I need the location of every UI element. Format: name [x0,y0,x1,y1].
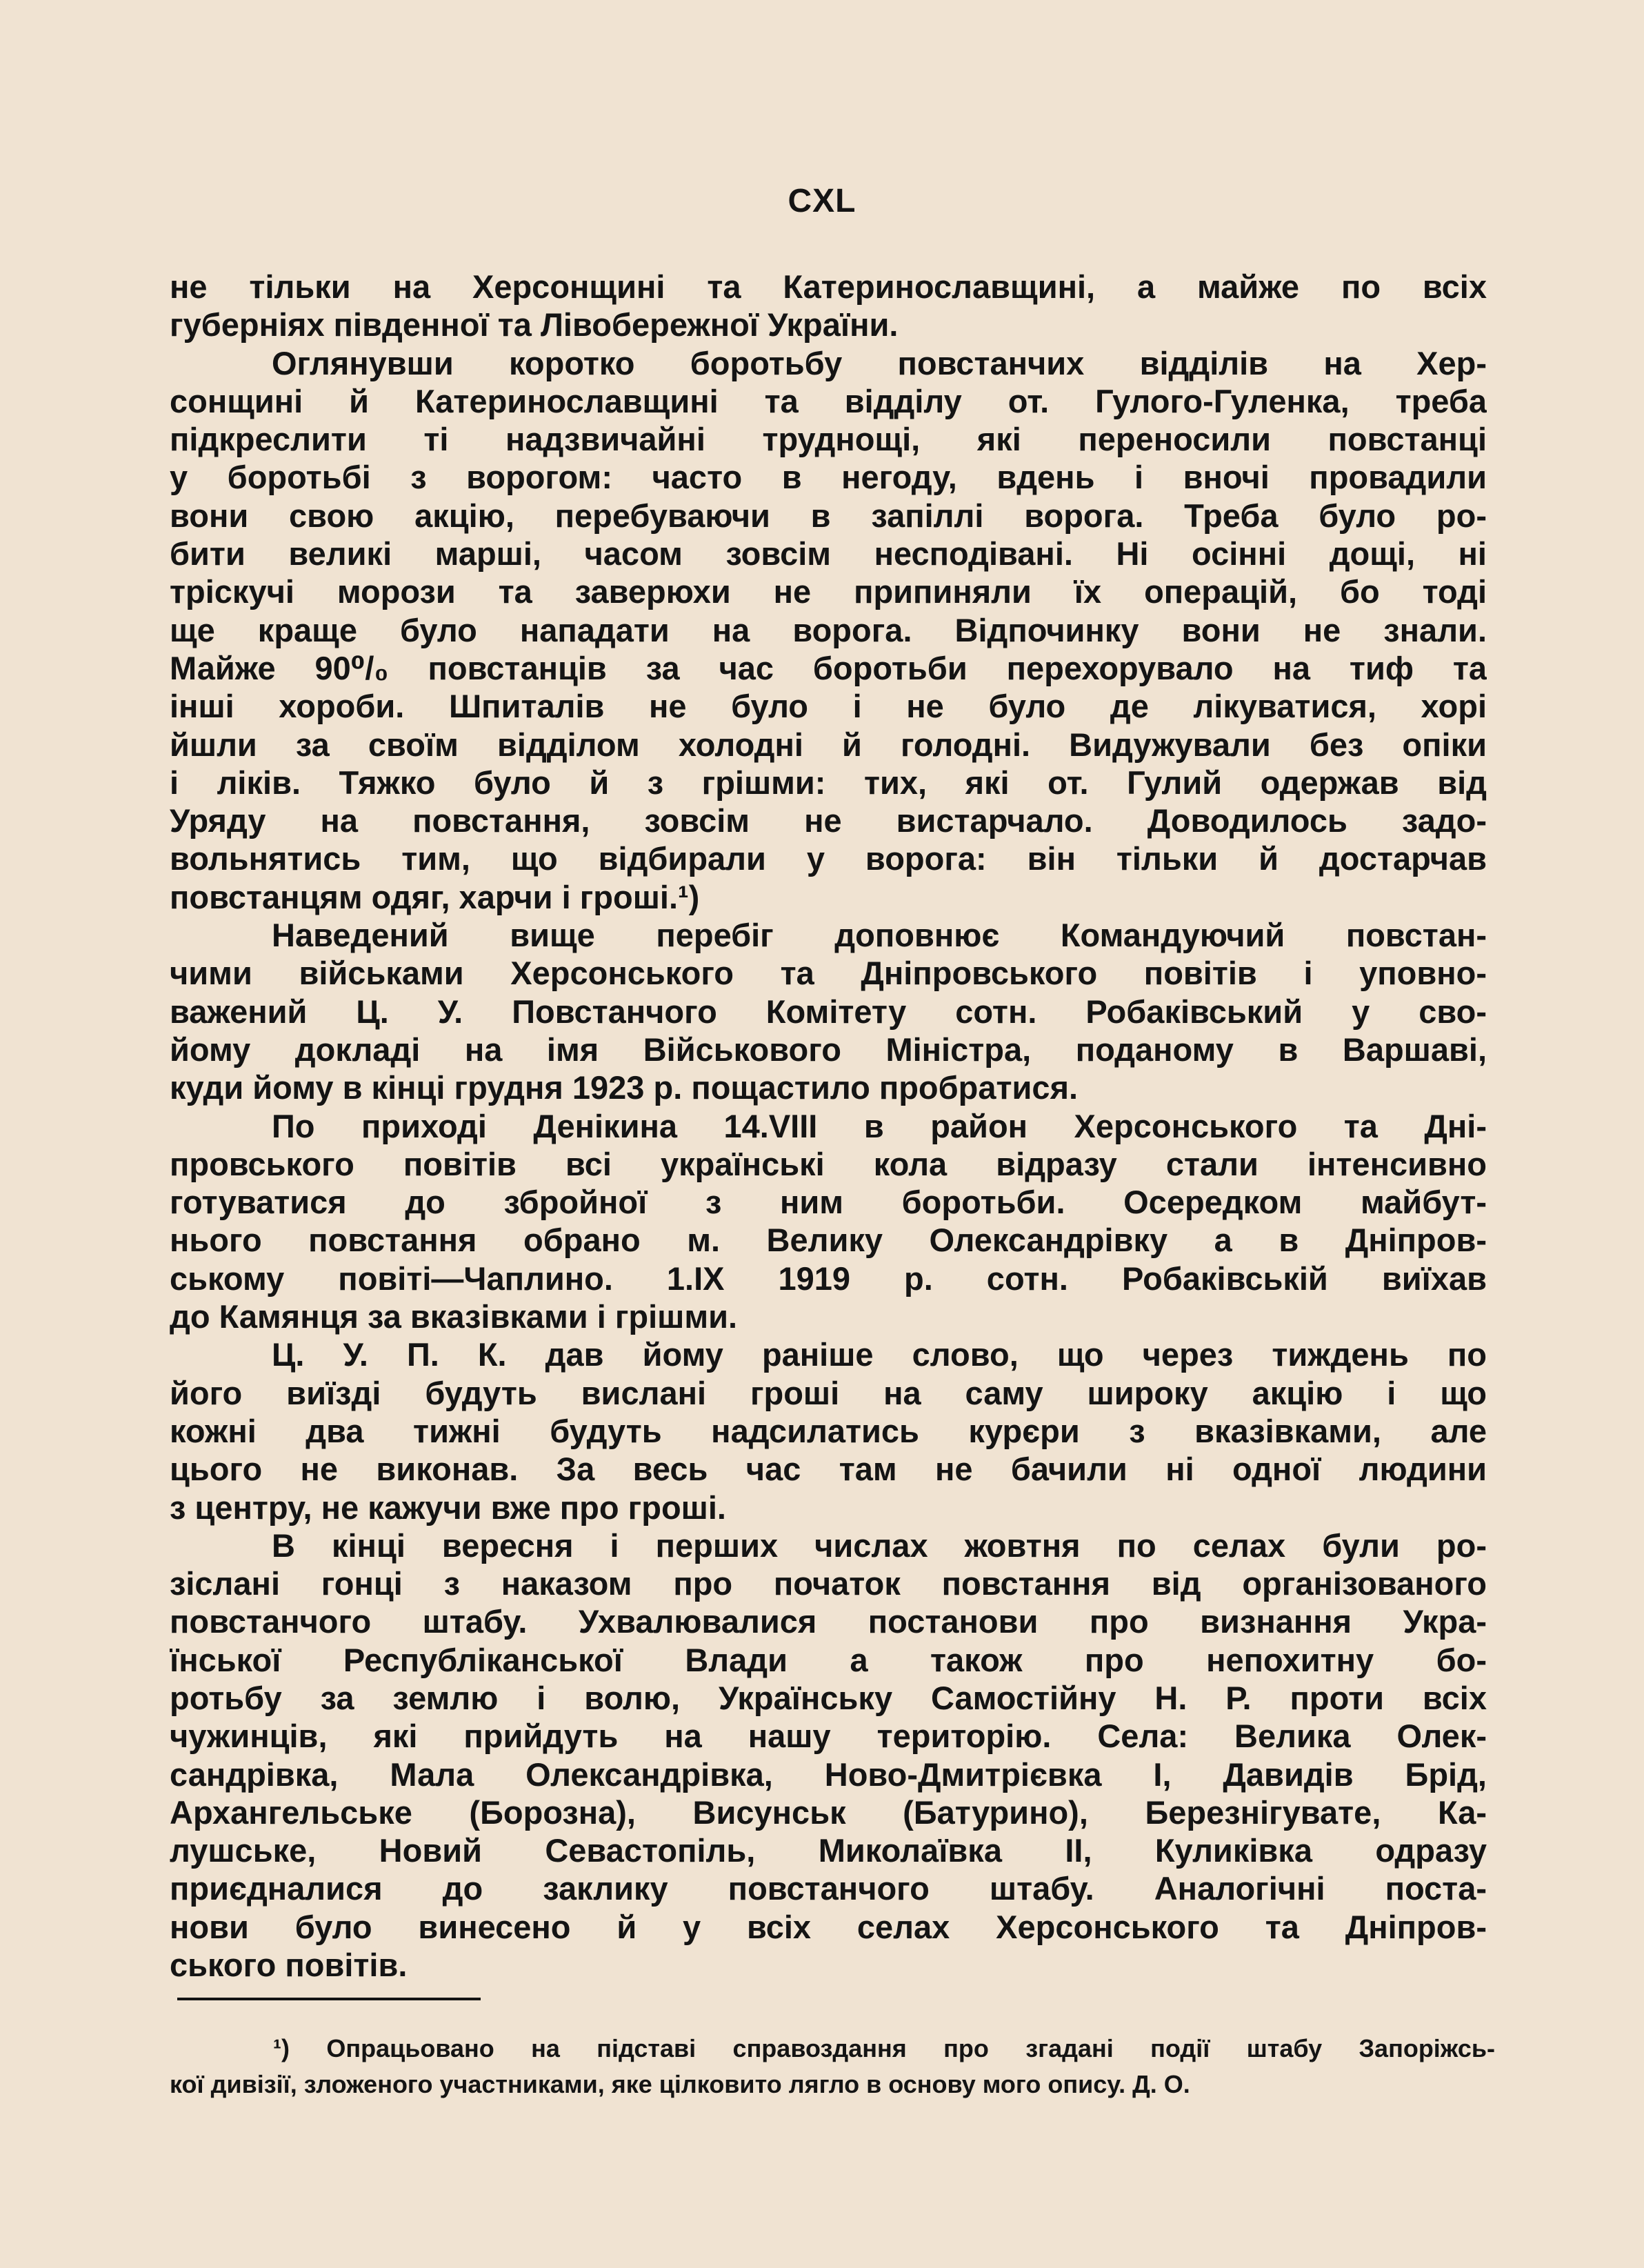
footnote-line: ¹) Опрацьовано на підставі справоздання про згадані події штабу Запоріжсь- [273,2034,1495,2062]
text-line: зіслані гонці з наказом про початок повстання від організованого [170,1565,1487,1602]
text-line: інші хороби. Шпиталів не було і не було де лікуватися, хорі [170,688,1487,725]
page-number: CXL [788,183,856,219]
text-line: повстанчого штабу. Ухвалювалися постанови про визнання Укра- [170,1603,1487,1640]
text-line: нови було винесено й у всіх селах Херсонського та Дніпров- [170,1908,1487,1945]
paragraph [170,1335,1487,1526]
text-line: сандрівка, Мала Олександрівка, Ново-Дмитрієвка І, Давидів Брід, [170,1755,1487,1793]
text-line: йшли за своїм відділом холодні й голодні. Видужували без опіки [170,726,1487,763]
text-line: сонщині й Катеринославщині та відділу от. Гулого-Гуленка, треба [170,382,1487,419]
text-line: ще краще було нападати на ворога. Відпочинку вони не знали. [170,611,1487,648]
text-line: кожні два тижні будуть надсилатись курєри з вказівками, але [170,1412,1487,1449]
text-line: губерніях південної та Лівобережної України. [170,306,899,344]
text-line: Архангельське (Борозна), Висунськ (Батурино), Березнігувате, Ка- [170,1793,1487,1831]
text-line: тріскучі морози та заверюхи не припиняли їх операцій, бо тоді [170,573,1487,610]
text-line: важений Ц. У. Повстанчого Комітету сотн. Робаківський у сво- [170,993,1487,1030]
text-line: вольнятись тим, що відбирали у ворога: він тільки й достарчав [170,840,1487,877]
text-line: у боротьбі з ворогом: часто в негоду, вдень і вночі провадили [170,459,1487,496]
text-line: вони свою акцію, перебуваючи в запіллі ворога. Треба було ро- [170,497,1487,534]
text-line: Оглянувши коротко боротьбу повстанчих відділів на Хер- [272,344,1487,381]
text-line: Ц. У. П. К. дав йому раніше слово, що через тиждень по [272,1336,1487,1373]
text-line: В кінці вересня і перших числах жовтня по селах були ро- [272,1526,1487,1564]
text-line: нього повстання обрано м. Велику Олександрівку а в Дніпров- [170,1222,1487,1259]
text-line: Уряду на повстання, зовсім не вистарчало. Доводилось задо- [170,802,1487,839]
text-line: готуватися до збройної з ним боротьби. Осередком майбут- [170,1184,1487,1221]
text-line: провського повітів всі українські кола відразу стали інтенсивно [170,1145,1487,1182]
text-line: ському повіті—Чаплино. 1.IX 1919 р. сотн. Робаківській виїхав [170,1260,1487,1297]
paragraph [170,916,1487,1106]
text-line: до Камянця за вказівками і грішми. [170,1298,738,1335]
text-line: його виїзді будуть вислані гроші на саму широку акцію і що [170,1374,1487,1411]
text-line: цього не виконав. За весь час там не бачили ні одної людини [170,1451,1487,1488]
text-line: чужинців, які прийдуть на нашу територію. Села: Велика Олек- [170,1718,1487,1755]
footnote-separator [177,1998,481,2000]
paragraph [170,268,1487,344]
text-line: і ліків. Тяжко було й з грішми: тих, які от. Гулий одержав від [170,764,1487,801]
paragraph [170,1526,1487,1984]
body-text [170,268,1487,1984]
footnote-line: кої дивізії, зложеного участниками, яке цілковито лягло в основу мого опису. Д. О. [170,2070,1190,2098]
text-line: їнської Республіканської Влади а також про непохитну бо- [170,1641,1487,1678]
text-line: приєдналися до заклику повстанчого штабу. Аналогічні поста- [170,1870,1487,1907]
text-line: чими військами Херсонського та Дніпровського повітів і уповно- [170,955,1487,992]
text-line: лушське, Новий Севастопіль, Миколаївка ІІ, Куликівка одразу [170,1832,1487,1869]
text-line: По приході Денікина 14.VIII в район Херсонського та Дні- [272,1107,1487,1144]
text-line: не тільки на Херсонщині та Катеринославщині, а майже по всіх [170,268,1487,305]
text-line: ського повітів. [170,1947,408,1984]
paragraph [170,344,1487,916]
text-line: Майже 90⁰/₀ повстанців за час боротьби перехорувало на тиф та [170,649,1487,686]
text-line: підкреслити ті надзвичайні труднощі, які переносили повстанці [170,421,1487,458]
text-line: йому докладі на імя Військового Міністра, поданому в Варшаві, [170,1031,1487,1068]
text-line: бити великі марші, часом зовсім несподівані. Ні осінні дощі, ні [170,535,1487,573]
text-line: куди йому в кінці грудня 1923 р. пощастило пробратися. [170,1069,1079,1106]
text-line: ротьбу за землю і волю, Українську Самостійну Н. Р. проти всіх [170,1679,1487,1716]
text-line: з центру, не кажучи вже про гроші. [170,1489,726,1526]
text-line: Наведений вище перебіг доповнює Командуючий повстан- [272,917,1487,954]
text-line: повстанцям одяг, харчи і гроші.¹) [170,878,700,915]
footnote [170,2031,1495,2102]
paragraph [170,1107,1487,1336]
